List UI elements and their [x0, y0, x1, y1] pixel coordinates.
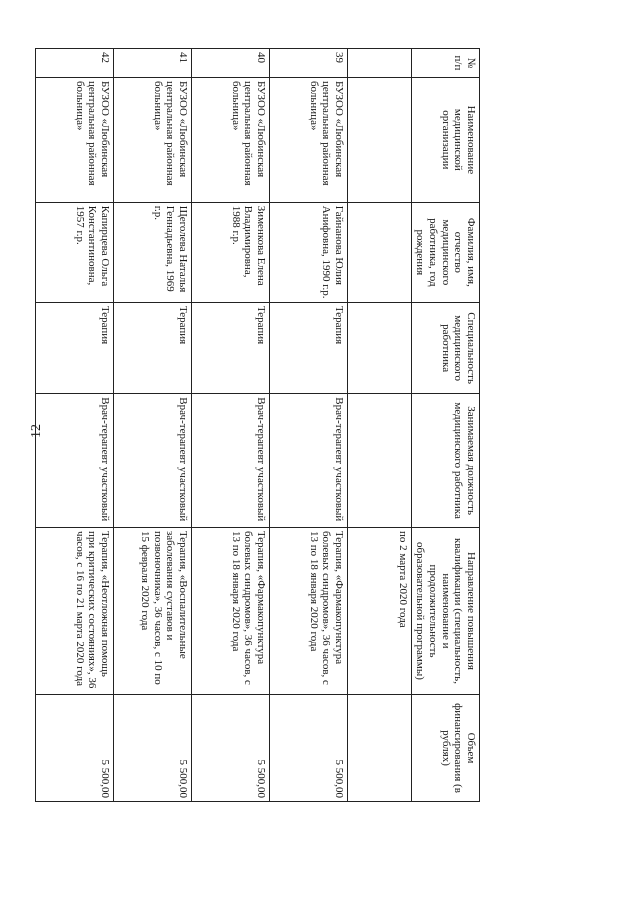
cell-fio: Щеголева Наталья Геннадьевна, 1969 г.р.: [113, 202, 191, 302]
cell-org: БУЗОО «Любинская центральная районная больница»: [269, 77, 347, 202]
cell-num: 41: [113, 49, 191, 78]
cell-fio: Гайнанова Юлия Анифовна, 1990 г.р.: [269, 202, 347, 302]
cell-position: Врач-терапевт участковый: [35, 394, 113, 528]
header-org: Наименование медицинской организации: [411, 77, 479, 202]
cell-fio: Капирцева Ольга Константиновна, 1957 г.р.: [35, 202, 113, 302]
table-row: [113, 49, 191, 802]
header-direction: Направление повышения квалификации (специальность, наименование и продолжительность образовательной программы): [411, 527, 479, 694]
page-number: 12: [29, 424, 44, 438]
staff-training-table: [35, 48, 480, 802]
cell-spec: Терапия: [113, 302, 191, 393]
cell-fio: Зименкова Елена Владимировна, 1988 г.р.: [191, 202, 269, 302]
table-row: [269, 49, 347, 802]
cell-direction: Терапия, «Неотложная помощь при критических состояниях», 36 часов, с 16 по 21 марта 2020 года: [35, 527, 113, 694]
cell-empty: [347, 302, 411, 393]
table-header-row: [411, 49, 479, 802]
cell-position: Врач-терапевт участковый: [113, 394, 191, 528]
cell-funding: 5 500,00: [191, 695, 269, 802]
table-row: [35, 49, 113, 802]
cell-position: Врач-терапевт участковый: [191, 394, 269, 528]
cell-direction: по 2 марта 2020 года: [347, 527, 411, 694]
cell-empty: [347, 202, 411, 302]
cell-num: 39: [269, 49, 347, 78]
header-funding: Объем финансирования (в рублях): [411, 695, 479, 802]
cell-org: БУЗОО «Любинская центральная районная больница»: [35, 77, 113, 202]
header-position: Занимаемая должность медицинского работника: [411, 394, 479, 528]
cell-funding: 5 500,00: [113, 695, 191, 802]
cell-num: 42: [35, 49, 113, 78]
header-fio: Фамилия, имя, отчество медицинского работника, год рождения: [411, 202, 479, 302]
cell-org: БУЗОО «Любинская центральная районная больница»: [191, 77, 269, 202]
continuation-row: [347, 49, 411, 802]
cell-org: БУЗОО «Любинская центральная районная больница»: [113, 77, 191, 202]
cell-spec: Терапия: [269, 302, 347, 393]
cell-funding: 5 500,00: [35, 695, 113, 802]
cell-empty: [347, 49, 411, 78]
cell-spec: Терапия: [191, 302, 269, 393]
cell-empty: [347, 695, 411, 802]
cell-funding: 5 500,00: [269, 695, 347, 802]
cell-direction: Терапия, «Фармакопунктура болевых синдромов», 36 часов, с 13 по 18 января 2020 года: [269, 527, 347, 694]
header-spec: Специальность медицинского работника: [411, 302, 479, 393]
cell-empty: [347, 394, 411, 528]
table-row: [191, 49, 269, 802]
cell-empty: [347, 77, 411, 202]
rotated-page: [45, 48, 480, 802]
cell-num: 40: [191, 49, 269, 78]
cell-position: Врач-терапевт участковый: [269, 394, 347, 528]
cell-direction: Терапия, «Воспалительные заболевания суставов и позвоночника», 36 часов, с 10 по 15 февраля 2020 года: [113, 527, 191, 694]
header-num: № п/п: [411, 49, 479, 78]
cell-spec: Терапия: [35, 302, 113, 393]
cell-direction: Терапия, «Фармакопунктура болевых синдромов», 36 часов, с 13 по 18 января 2020 года: [191, 527, 269, 694]
